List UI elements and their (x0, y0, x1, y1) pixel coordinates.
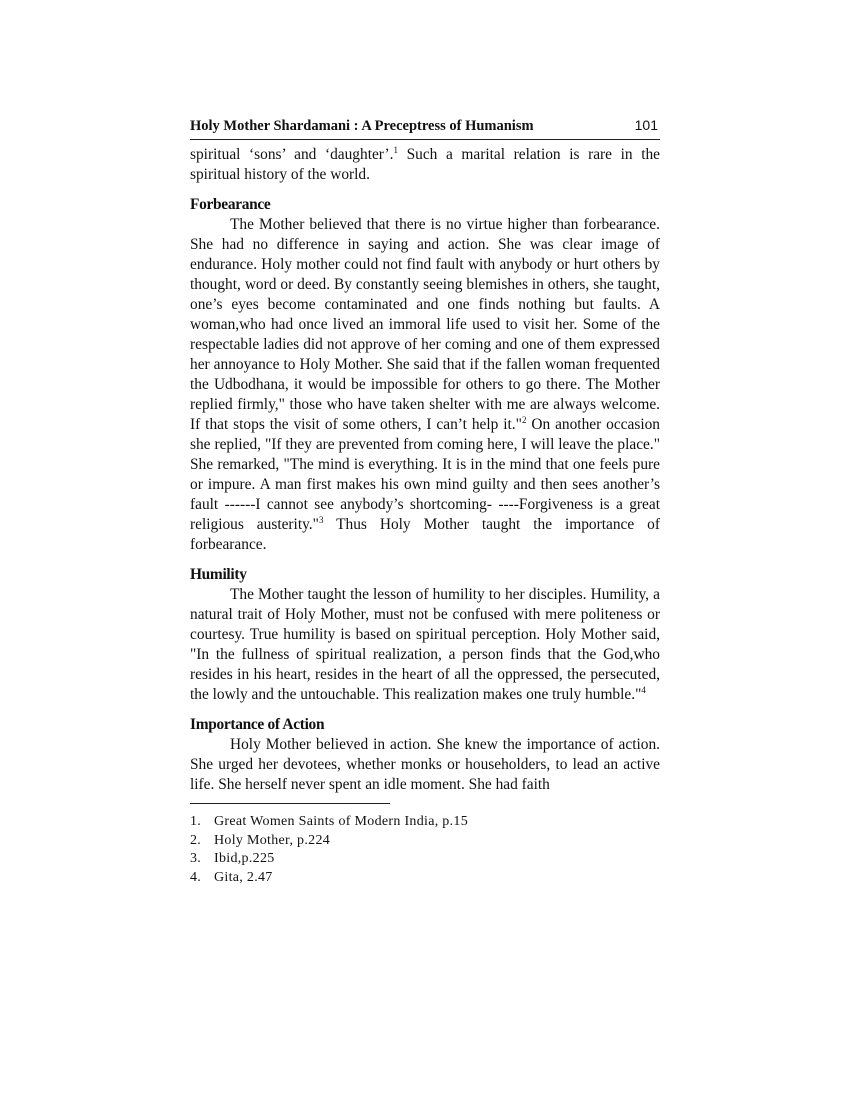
footnote-number: 3. (190, 851, 202, 866)
footnote-item (190, 850, 660, 869)
humility-paragraph (190, 585, 660, 705)
footnote-number: 4. (190, 869, 202, 885)
footnote-divider (190, 803, 390, 804)
footnote-number: 1. (190, 814, 202, 829)
intro-text-cont: Such a marital relation is rare in the spiritual history of the world. (190, 146, 660, 183)
humility-text: The Mother taught the lesson of humility to her disciples. Humility, a natural trait of Holy Mother, must not be confused with mere politeness or courtesy. True humility is based on spiritual perception. Holy Mother said, "In the fullness of spiritual realization, a person finds that the God,who resides in his heart, resides in the heart of all the oppressed, the persecuted, the lowly and the untouchable. This realization makes one truly humble." (190, 586, 660, 703)
footnote-ref-3[interactable]: 3 (318, 515, 324, 525)
running-header (190, 117, 660, 140)
footnote-ref-1[interactable]: 1 (393, 145, 398, 155)
action-paragraph: Holy Mother believed in action. She knew the importance of action. She urged her devotees, whether monks or householders, to lead an active life. She herself never spent an idle moment. She had faith (190, 736, 660, 793)
body-text (190, 145, 660, 795)
book-page (190, 117, 660, 887)
footnote-text: Holy Mother, p.224 (214, 832, 331, 848)
intro-text: spiritual ‘sons’ and ‘daughter’. (190, 146, 394, 163)
section-heading-forbearance: Forbearance (190, 196, 271, 213)
footnote-item (190, 869, 660, 888)
footnote-text: Ibid,p.225 (214, 851, 275, 866)
forbearance-text: The Mother believed that there is no virtue higher than forbearance. She had no difference in saying and action. She was clear image of endurance. Holy mother could not find fault with anybody or hurt others by thought, word or deed. By constantly seeing blemishes in others, she taught, one’s eyes become contaminated and one finds nothing but faults. A woman,who had once lived an immoral life used to visit her. Some of the respectable ladies did not approve of her coming and one of them expressed her annoyance to Holy Mother. She said that if the fallen woman frequented the Udbodhana, it would be impossible for others to go there. The Mother replied firmly," those who have taken shelter with me are always welcome. If that stops the visit of some others, I can’t help it." (190, 216, 660, 433)
footnote-item (190, 813, 660, 832)
footnote-item (190, 832, 660, 851)
forbearance-text-end: Thus Holy Mother taught the importance of forbearance. (190, 516, 660, 553)
running-title: Holy Mother Shardamani : A Preceptress of Humanism (190, 118, 534, 134)
section-heading-action: Importance of Action (190, 716, 325, 733)
footnote-text: Great Women Saints of Modern India, p.15 (214, 814, 469, 829)
forbearance-text-cont: On another occasion she replied, "If they are prevented from coming here, I will leave the place." She remarked, "The mind is everything. It is in the mind that one feels pure or impure. A man first makes his own mind guilty and then sees another’s fault ------I cannot see anybody’s shortcoming- ----Forgiveness is a great religious austerity." (190, 416, 660, 533)
section-heading-humility: Humility (190, 566, 247, 583)
forbearance-paragraph (190, 215, 660, 555)
footnote-text: Gita, 2.47 (214, 869, 273, 885)
page-number: 101 (634, 117, 658, 133)
continued-paragraph (190, 145, 660, 185)
footnote-ref-2[interactable]: 2 (521, 415, 527, 425)
footnote-number: 2. (190, 832, 202, 848)
footnote-ref-4[interactable]: 4 (641, 685, 646, 695)
footnotes (190, 813, 660, 887)
